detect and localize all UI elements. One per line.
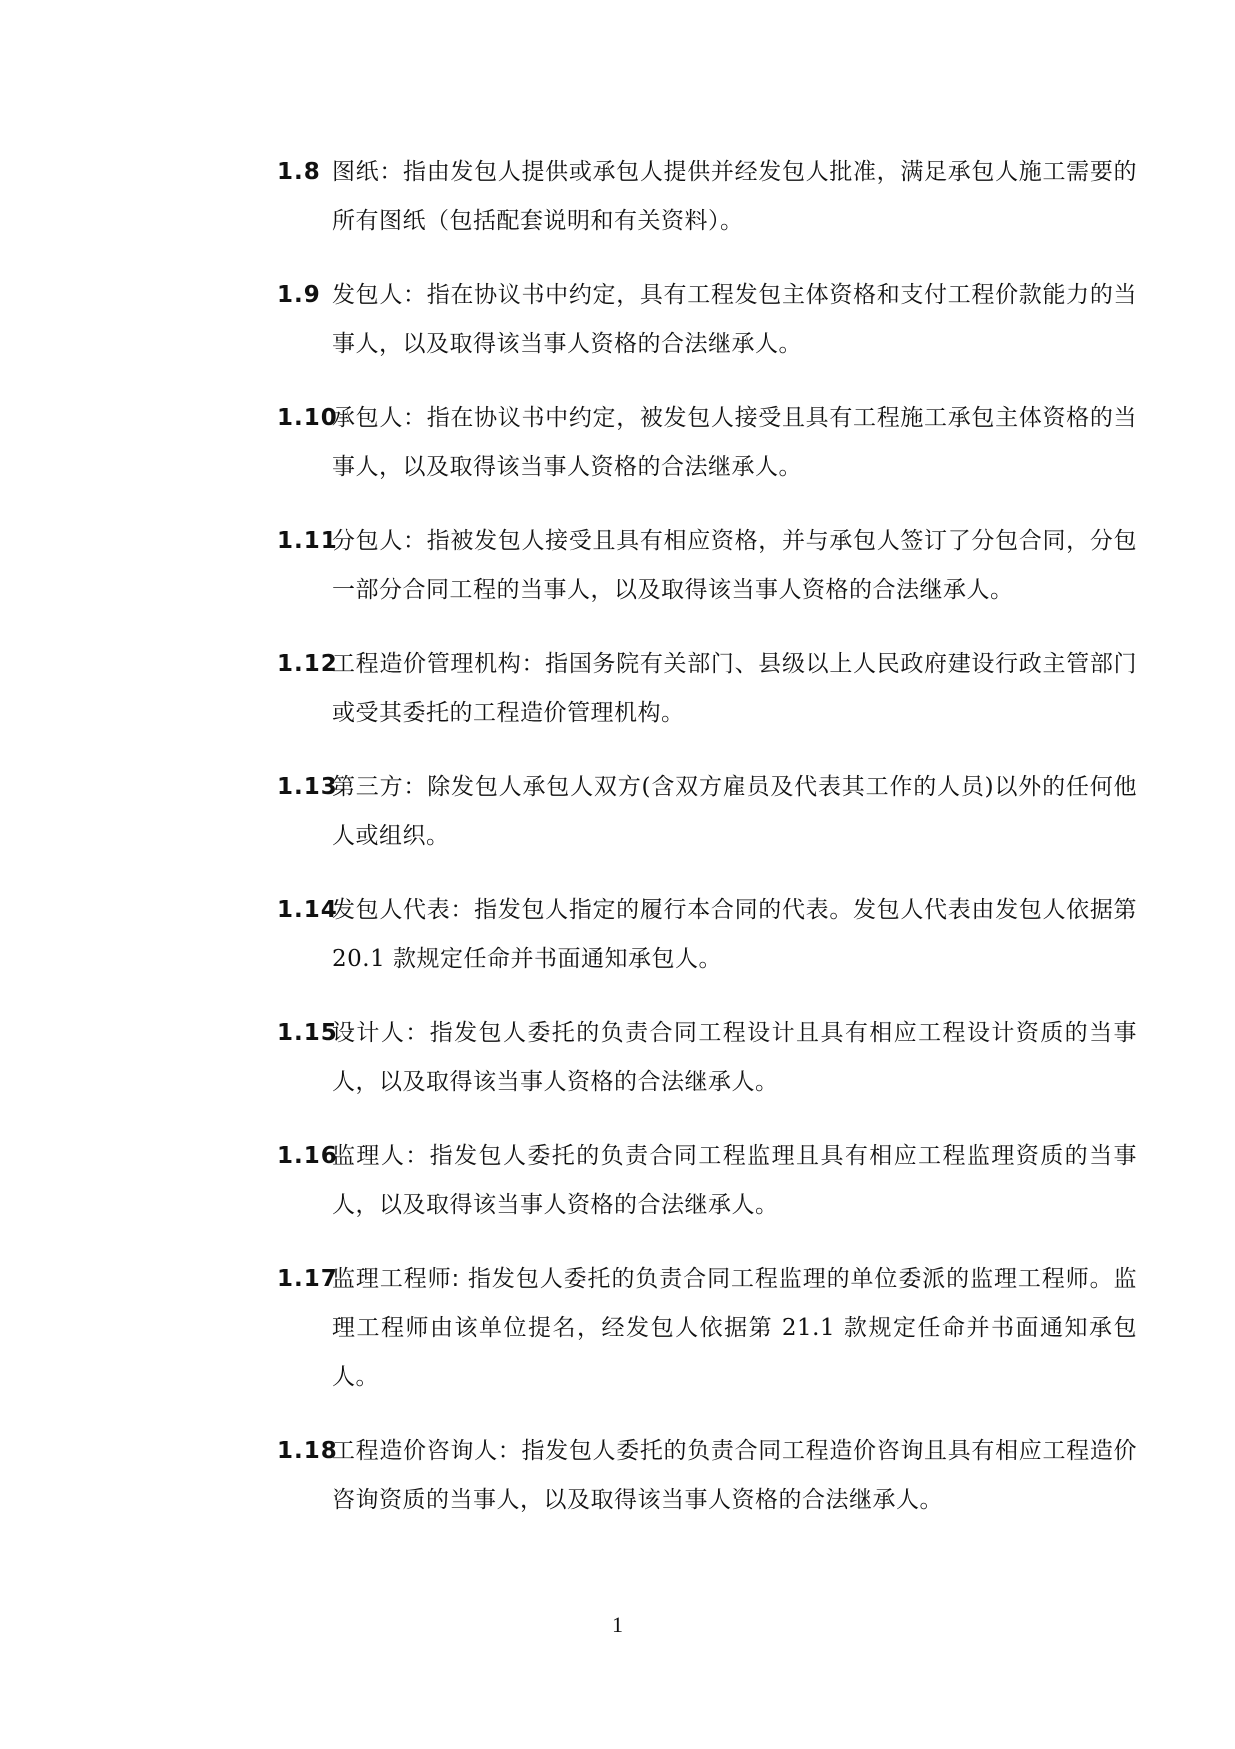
clause-1-10 xyxy=(277,394,1137,492)
clause-text: 指发包人委托的负责合同工程设计且具有相应工程设计资质的当事人，以及取得该当事人资格的合法继承人。 xyxy=(332,1020,1137,1095)
clause-number: 1.12 xyxy=(277,651,338,677)
clause-1-11 xyxy=(277,517,1137,615)
clause-number: 1.13 xyxy=(277,774,338,800)
clause-text: 指发包人指定的履行本合同的代表。发包人代表由发包人依据第 20.1 款规定任命并书面通知承包人。 xyxy=(332,897,1138,972)
clause-term: 承包人： xyxy=(332,405,427,431)
clause-term: 图纸： xyxy=(332,159,404,185)
clause-1-8 xyxy=(277,148,1137,246)
clause-number: 1.8 xyxy=(277,159,321,185)
clause-number: 1.11 xyxy=(277,528,338,554)
clause-term: 工程造价咨询人： xyxy=(332,1438,522,1464)
clause-term: 设计人： xyxy=(332,1020,430,1046)
clause-1-15 xyxy=(277,1009,1137,1107)
clause-term: 分包人： xyxy=(332,528,427,554)
clause-number: 1.14 xyxy=(277,897,338,923)
clause-number: 1.17 xyxy=(277,1266,338,1292)
clause-term: 发包人： xyxy=(332,282,427,308)
page-number: 1 xyxy=(612,1612,623,1637)
clause-text: 指在协议书中约定，具有工程发包主体资格和支付工程价款能力的当事人，以及取得该当事人资格的合法继承人。 xyxy=(332,282,1138,357)
clause-1-9 xyxy=(277,271,1137,369)
clause-text: 指被发包人接受且具有相应资格，并与承包人签订了分包合同，分包一部分合同工程的当事人，以及取得该当事人资格的合法继承人。 xyxy=(332,528,1138,603)
clause-text: 指由发包人提供或承包人提供并经发包人批准，满足承包人施工需要的所有图纸（包括配套说明和有关资料）。 xyxy=(332,159,1138,234)
clause-1-16 xyxy=(277,1132,1137,1230)
clause-text: 指发包人委托的负责合同工程监理的单位委派的监理工程师。监理工程师由该单位提名，经发包人依据第 21.1 款规定任命并书面通知承包人。 xyxy=(332,1266,1138,1390)
clause-number: 1.15 xyxy=(277,1020,338,1046)
clause-text: 指在协议书中约定，被发包人接受且具有工程施工承包主体资格的当事人，以及取得该当事人资格的合法继承人。 xyxy=(332,405,1138,480)
clause-term: 监理人： xyxy=(332,1143,430,1169)
clause-1-13 xyxy=(277,763,1137,861)
clause-number: 1.9 xyxy=(277,282,321,308)
clause-list xyxy=(277,148,1137,1550)
clause-term: 发包人代表： xyxy=(332,897,475,923)
clause-text: 指发包人委托的负责合同工程造价咨询且具有相应工程造价咨询资质的当事人，以及取得该当事人资格的合法继承人。 xyxy=(332,1438,1138,1513)
clause-term: 工程造价管理机构： xyxy=(332,651,546,677)
clause-text: 指国务院有关部门、县级以上人民政府建设行政主管部门或受其委托的工程造价管理机构。 xyxy=(332,651,1138,726)
clause-1-14 xyxy=(277,886,1137,984)
clause-1-12 xyxy=(277,640,1137,738)
clause-term: 第三方： xyxy=(332,774,428,800)
clause-number: 1.18 xyxy=(277,1438,338,1464)
clause-term: 监理工程师: xyxy=(332,1266,460,1292)
clause-number: 1.10 xyxy=(277,405,338,431)
clause-text: 除发包人承包人双方(含双方雇员及代表其工作的人员)以外的任何他人或组织。 xyxy=(332,774,1138,849)
clause-1-17 xyxy=(277,1255,1137,1402)
clause-1-18 xyxy=(277,1427,1137,1525)
clause-number: 1.16 xyxy=(277,1143,338,1169)
clause-text: 指发包人委托的负责合同工程监理且具有相应工程监理资质的当事人，以及取得该当事人资格的合法继承人。 xyxy=(332,1143,1137,1218)
